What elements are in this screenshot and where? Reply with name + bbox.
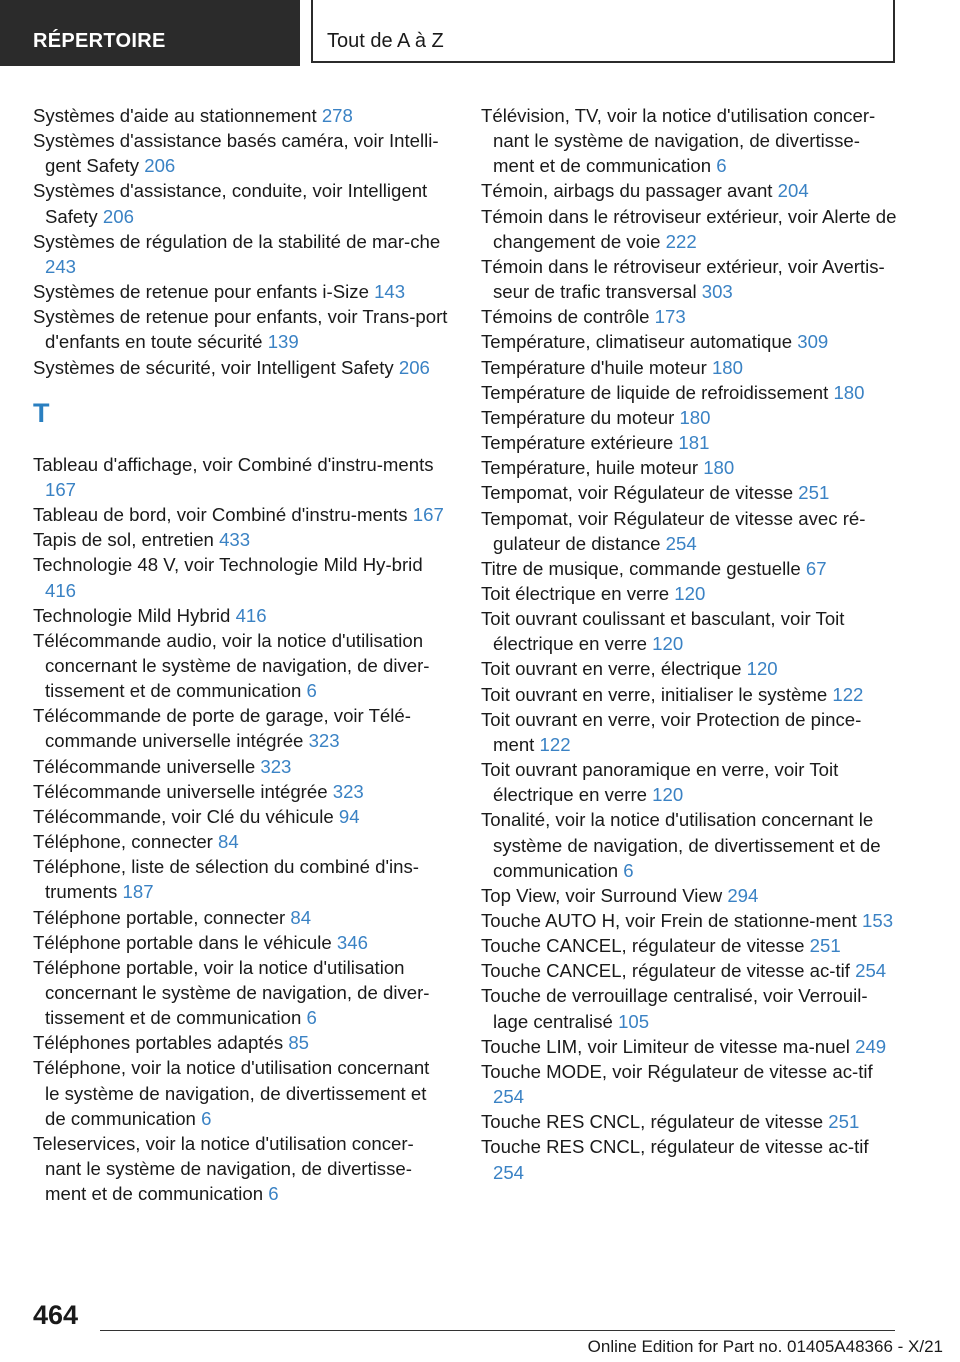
page-reference-link[interactable]: 6 (716, 155, 727, 177)
index-entry (33, 355, 448, 380)
page-reference-link[interactable]: 251 (798, 482, 830, 504)
index-entry (33, 754, 448, 779)
page-reference-link[interactable]: 6 (623, 859, 634, 881)
index-section-letter: T (33, 397, 50, 428)
page-reference-link[interactable]: 254 (493, 1161, 525, 1183)
page-reference-link[interactable]: 120 (652, 633, 684, 655)
page-reference-link[interactable]: 243 (45, 255, 77, 277)
index-entry-text: Tableau d'affichage, voir Combiné d'instru‐ments (33, 453, 434, 475)
index-entry-text: Téléphone, voir la notice d'utilisation concernant le système de navigation, de divertissement et de communication (33, 1057, 430, 1129)
page-reference-link[interactable]: 278 (321, 105, 353, 126)
index-entry-text: Technologie 48 V, voir Technologie Mild Hy‐brid (33, 554, 423, 576)
index-entry-text: Systèmes d'assistance basés caméra, voir Intelli‐gent Safety (33, 130, 439, 177)
index-entry-text: Télévision, TV, voir la notice d'utilisation concer‐nant le système de navigation, de divertisse‐ment et de communication (481, 105, 876, 177)
page-reference-link[interactable]: 206 (144, 155, 176, 177)
index-entry-text: Toit ouvrant coulissant et basculant, voir Toit électrique en verre (481, 608, 845, 655)
index-entry-text: Tempomat, voir Régulateur de vitesse (481, 482, 794, 504)
page-reference-link[interactable]: 254 (665, 532, 697, 554)
page-reference-link[interactable]: 120 (652, 784, 684, 806)
page-reference-link[interactable]: 94 (338, 805, 360, 827)
index-entry (481, 958, 901, 983)
page-reference-link[interactable]: 206 (398, 356, 430, 378)
page-reference-link[interactable]: 84 (290, 906, 312, 928)
index-entry-text: Touche de verrouillage centralisé, voir Verrouil‐lage centralisé (481, 985, 868, 1032)
index-entry (33, 128, 448, 178)
index-entry (33, 452, 448, 502)
index-entry (33, 1055, 448, 1130)
index-entry-text: Témoins de contrôle (481, 306, 650, 328)
index-entry (33, 703, 448, 753)
page-reference-link[interactable]: 6 (201, 1107, 212, 1129)
index-entry (33, 804, 448, 829)
index-entry-text: Température, huile moteur (481, 457, 699, 479)
section-title: RÉPERTOIRE (33, 30, 166, 52)
footer-edition: Online Edition for Part no. 01405A48366 - X/21 (587, 1337, 943, 1356)
index-entry-text: Titre de musique, commande gestuelle (481, 557, 801, 579)
index-entry (33, 603, 448, 628)
index-entry-text: Touche CANCEL, régulateur de vitesse (481, 935, 805, 957)
index-entry-text: Téléphone portable, voir la notice d'utilisation concernant le système de navigation, de diver‐tissement et de communication (33, 956, 430, 1029)
page-reference-link[interactable]: 206 (102, 205, 134, 227)
index-entry (481, 933, 901, 958)
index-entry (33, 279, 448, 304)
index-entry-text: Toit ouvrant en verre, voir Protection de pince‐ment (481, 708, 862, 755)
index-entry-text: Touche AUTO H, voir Frein de stationne‐ment (481, 910, 857, 931)
page-reference-link[interactable]: 181 (678, 432, 710, 454)
index-entry-text: Technologie Mild Hybrid (33, 604, 231, 626)
page-reference-link[interactable]: 143 (374, 281, 406, 303)
index-entry (33, 178, 448, 228)
page-reference-link[interactable]: 173 (654, 306, 686, 328)
index-entry (481, 807, 901, 882)
index-entry (481, 405, 901, 430)
index-entry (33, 304, 448, 354)
page-reference-link[interactable]: 105 (618, 1010, 650, 1032)
index-entry-text: Toit ouvrant en verre, électrique (481, 658, 742, 680)
index-entry (481, 1059, 901, 1109)
page-reference-link[interactable]: 249 (855, 1035, 887, 1057)
index-entry (481, 757, 901, 807)
page-reference-link[interactable]: 303 (701, 281, 733, 303)
index-entry-text: Touche LIM, voir Limiteur de vitesse ma‐nuel (481, 1035, 850, 1057)
index-entry (33, 930, 448, 955)
index-entry-text: Téléphone portable dans le véhicule (33, 931, 332, 953)
subsection-title: Tout de A à Z (327, 30, 444, 52)
index-entry-text: Touche RES CNCL, régulateur de vitesse (481, 1111, 824, 1133)
index-entry (33, 955, 448, 1030)
index-entry-text: Téléphones portables adaptés (33, 1032, 284, 1054)
index-entry (481, 1134, 901, 1184)
index-column-right (481, 103, 901, 1185)
index-entry (481, 329, 901, 354)
index-entry-text: Téléphone portable, connecter (33, 906, 286, 928)
index-entry (33, 1131, 448, 1206)
index-entry (481, 581, 901, 606)
page-reference-link[interactable]: 6 (306, 1007, 317, 1029)
page-reference-link[interactable]: 323 (332, 780, 364, 802)
page-reference-link[interactable]: 309 (797, 331, 829, 353)
index-entry (481, 682, 901, 707)
index-entry (481, 506, 901, 556)
index-entry-text: Température du moteur (481, 406, 675, 428)
page-reference-link[interactable]: 254 (855, 960, 887, 982)
index-entry-text: Toit ouvrant panoramique en verre, voir Toit électrique en verre (481, 759, 839, 806)
index-entry-text: Température d'huile moteur (481, 356, 707, 378)
index-entry (481, 480, 901, 505)
page-reference-link[interactable]: 416 (235, 604, 267, 626)
page-reference-link[interactable]: 167 (45, 478, 77, 500)
index-entry (481, 908, 901, 933)
page-reference-link[interactable]: 84 (218, 831, 239, 853)
index-entry (481, 606, 901, 656)
index-entry (33, 1030, 448, 1055)
index-entry-text: Température de liquide de refroidissement (481, 381, 829, 403)
page-reference-link[interactable]: 187 (122, 881, 154, 903)
index-entry-text: Téléphone, liste de sélection du combiné d'ins‐truments (33, 856, 419, 903)
page-reference-link[interactable]: 294 (727, 884, 759, 906)
page-reference-link[interactable]: 120 (674, 582, 706, 604)
index-entry-text: Toit électrique en verre (481, 582, 670, 604)
index-entry (33, 829, 448, 854)
index-entry (481, 983, 901, 1033)
index-entry-text: Tableau de bord, voir Combiné d'instru‐ments (33, 504, 408, 526)
page-reference-link[interactable]: 323 (260, 755, 292, 777)
page-reference-link[interactable]: 122 (832, 683, 864, 705)
page-reference-link[interactable]: 167 (412, 504, 444, 526)
index-column-left (33, 103, 448, 1206)
index-entry-text: Touche MODE, voir Régulateur de vitesse ac‐tif (481, 1060, 873, 1082)
index-entry-text: Témoin, airbags du passager avant (481, 180, 773, 202)
index-entry (481, 204, 901, 254)
index-entry (33, 103, 448, 128)
page-number: 464 (33, 1300, 79, 1330)
page-reference-link[interactable]: 122 (539, 733, 571, 755)
index-entry (481, 380, 901, 405)
index-entry-text: Télécommande universelle (33, 755, 256, 777)
index-entry-text: Toit ouvrant en verre, initialiser le système (481, 683, 828, 705)
page-reference-link[interactable]: 180 (703, 457, 735, 479)
index-entry (33, 628, 448, 703)
index-entry-text: Télécommande de porte de garage, voir Télé‐commande universelle intégrée (33, 705, 411, 752)
page-reference-link[interactable]: 6 (306, 680, 317, 702)
index-entry-text: Télécommande, voir Clé du véhicule (33, 805, 334, 827)
footer-divider (100, 1330, 895, 1331)
index-entry-text: Télécommande audio, voir la notice d'utilisation concernant le système de navigation, de diver‐tissement et de communication (33, 629, 430, 702)
index-entry-text: Systèmes de sécurité, voir Intelligent Safety (33, 356, 394, 378)
page-reference-link[interactable]: 204 (777, 180, 809, 202)
index-entry-text: Touche RES CNCL, régulateur de vitesse ac‐tif (481, 1136, 869, 1158)
index-entry-text: Température extérieure (481, 432, 674, 454)
index-entry (481, 1109, 901, 1134)
index-entry-text: Systèmes de retenue pour enfants, voir Trans‐port d'enfants en toute sécurité (33, 306, 448, 353)
index-entry (481, 556, 901, 581)
index-entry (481, 103, 901, 178)
page-reference-link[interactable]: 251 (809, 935, 841, 957)
index-entry-text: Téléphone, connecter (33, 831, 213, 853)
page-reference-link[interactable]: 254 (493, 1086, 525, 1108)
index-entry (33, 854, 448, 904)
index-entry-text: Teleservices, voir la notice d'utilisation concer‐nant le système de navigation, de divertisse‐ment et de communication (33, 1132, 414, 1205)
page-reference-link[interactable]: 180 (679, 406, 711, 428)
page-reference-link[interactable]: 222 (665, 230, 697, 252)
index-entry-text: Télécommande universelle intégrée (33, 780, 328, 802)
index-entry (33, 527, 448, 552)
page-reference-link[interactable]: 180 (833, 381, 865, 403)
index-entry (481, 883, 901, 908)
index-entry (481, 254, 901, 304)
index-entry-text: Température, climatiseur automatique (481, 331, 793, 353)
index-entry-text: Témoin dans le rétroviseur extérieur, voir Avertis‐seur de trafic transversal (481, 255, 885, 303)
page-reference-link[interactable]: 120 (746, 658, 778, 680)
section-tab (0, 0, 300, 66)
index-entry-text: Tonalité, voir la notice d'utilisation concernant le système de navigation, de divertissement et de communication (481, 809, 881, 881)
page-reference-link[interactable]: 433 (219, 529, 251, 551)
page-reference-link[interactable]: 346 (336, 931, 368, 953)
page-reference-link[interactable]: 251 (828, 1111, 860, 1133)
page-reference-link[interactable]: 323 (308, 730, 340, 752)
page-reference-link[interactable]: 180 (711, 356, 743, 378)
page-reference-link[interactable]: 416 (45, 579, 77, 601)
index-entry-text: Tempomat, voir Régulateur de vitesse avec ré‐gulateur de distance (481, 507, 866, 554)
index-entry (481, 455, 901, 480)
index-entry (481, 707, 901, 757)
index-entry (481, 355, 901, 380)
index-entry (481, 304, 901, 329)
index-entry (481, 178, 901, 203)
index-entry (33, 779, 448, 804)
index-entry-text: Systèmes d'aide au stationnement (33, 105, 317, 126)
index-entry-text: Systèmes de régulation de la stabilité de mar‐che (33, 230, 441, 252)
page-reference-link[interactable]: 6 (268, 1183, 279, 1205)
page-reference-link[interactable]: 67 (805, 557, 827, 579)
index-entry-text: Systèmes d'assistance, conduite, voir Intelligent Safety (33, 180, 428, 227)
index-entry-text: Systèmes de retenue pour enfants i-Size (33, 281, 369, 303)
index-entry-text: Top View, voir Surround View (481, 884, 723, 906)
index-entry-text: Témoin dans le rétroviseur extérieur, voir Alerte de changement de voie (481, 205, 897, 252)
index-entry (481, 656, 901, 681)
index-entry (481, 1034, 901, 1059)
subsection-tab (311, 0, 895, 63)
index-entry (481, 430, 901, 455)
index-entry-text: Tapis de sol, entretien (33, 529, 214, 551)
index-entry (33, 502, 448, 527)
index-entry (33, 229, 448, 279)
page-reference-link[interactable]: 85 (288, 1032, 310, 1054)
index-entry (33, 552, 448, 602)
page-reference-link[interactable]: 153 (862, 910, 894, 931)
index-entry-text: Touche CANCEL, régulateur de vitesse ac‐tif (481, 960, 850, 982)
index-entry (33, 905, 448, 930)
page-header (0, 0, 960, 66)
page-reference-link[interactable]: 139 (267, 331, 299, 353)
